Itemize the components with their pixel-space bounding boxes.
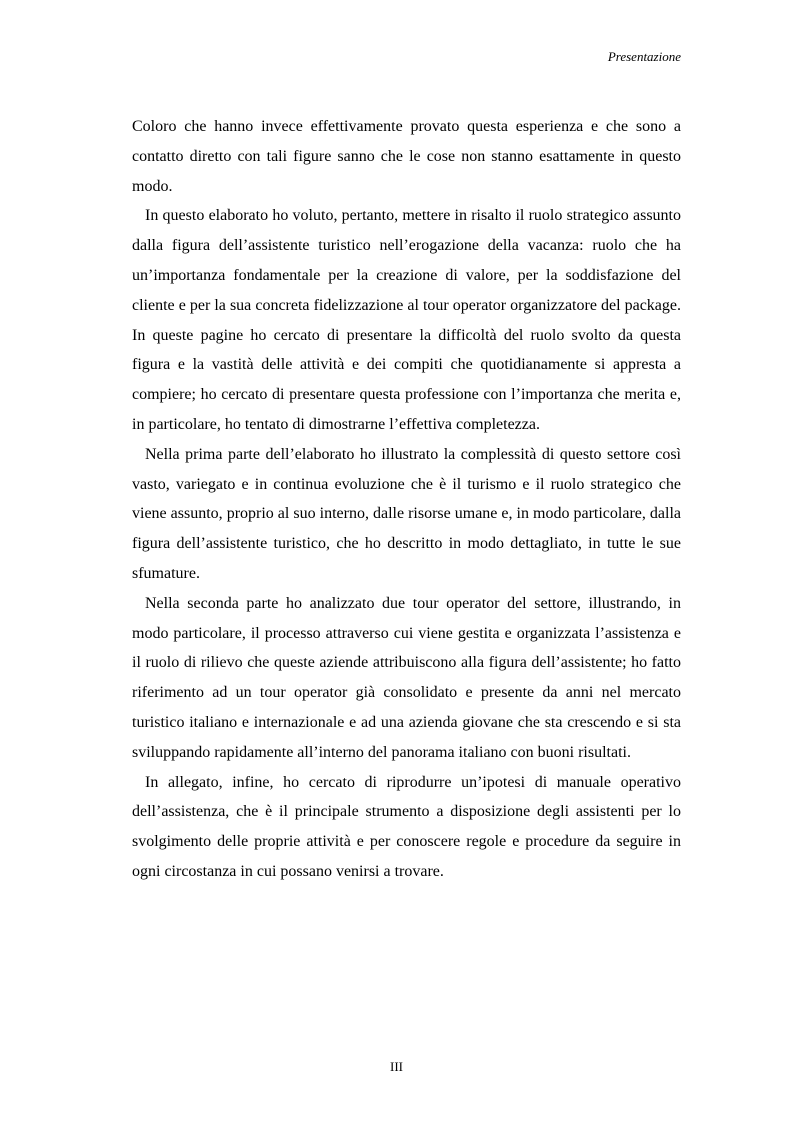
page-number: III — [390, 1059, 403, 1074]
paragraph-continuation: Coloro che hanno invece effettivamente provato questa esperienza e che sono a contatto diretto con tali figure sanno che le cose non stanno esattamente in questo modo. — [132, 118, 681, 195]
paragraph-first-part: Nella prima parte dell’elaborato ho illustrato la complessità di questo settore così vasto, variegato e in continua evoluzione che è il turismo e il ruolo strategico che viene assunto, proprio al suo interno, dalle risorse umane e, in modo particolare, dalla figura dell’assistente turistico, che ho descritto in modo dettagliato, in tutte le sue sfumature. — [132, 445, 681, 582]
body-text — [132, 112, 681, 887]
paragraph-second-part: Nella seconda parte ho analizzato due tour operator del settore, illustrando, in modo particolare, il processo attraverso cui viene gestita e organizzata l’assistenza e il ruolo di rilievo che queste aziende attribuiscono alla figura dell’assistente; ho fatto riferimento ad un tour operator già consolidato e presente da anni nel mercato turistico italiano e internazionale e ad una azienda giovane che sta crescendo e si sta sviluppando rapidamente all’interno del panorama italiano con buoni risultati. — [132, 594, 681, 761]
running-header-section-title: Presentazione — [607, 49, 681, 64]
paragraph-purpose: In questo elaborato ho voluto, pertanto, mettere in risalto il ruolo strategico assunto dalla figura dell’assistente turistico nell’erogazione della vacanza: ruolo che ha un’importanza fondamentale per la creazione di valore, per la soddisfazione del cliente e per la sua concreta fidelizzazione al tour operator organizzatore del package. In queste pagine ho cercato di presentare la difficoltà del ruolo svolto da questa figura e la vastità delle attività e dei compiti che quotidianamente si appresta a compiere; ho cercato di presentare questa professione con l’importanza che merita e, in particolare, ho tentato di dimostrarne l’effettiva completezza. — [132, 207, 681, 433]
paragraph-appendix: In allegato, infine, ho cercato di riprodurre un’ipotesi di manuale operativo dell’assistenza, che è il principale strumento a disposizione degli assistenti per lo svolgimento delle proprie attività e per conoscere regole e procedure da seguire in ogni circostanza in cui possano venirsi a trovare. — [132, 773, 681, 880]
